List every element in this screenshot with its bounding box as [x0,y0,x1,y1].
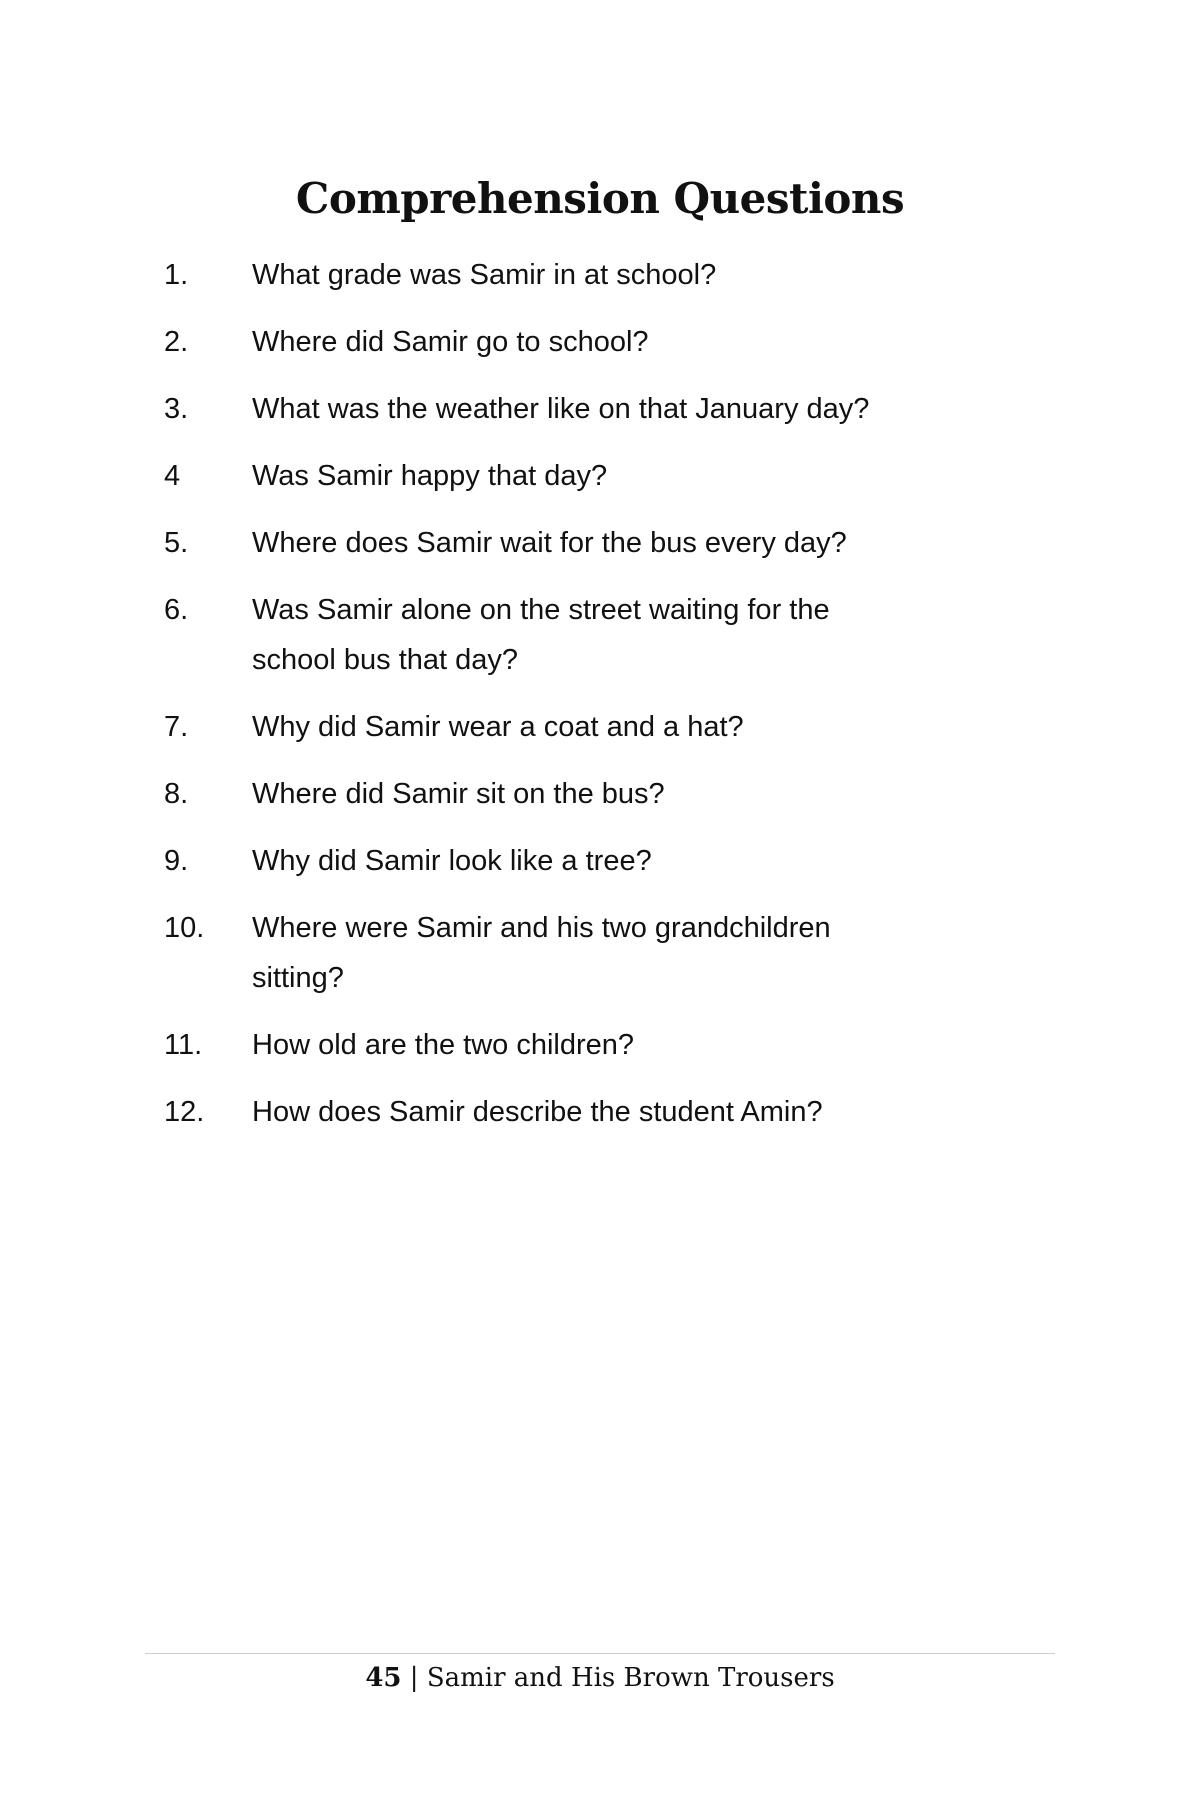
question-item [164,518,924,568]
page-number: 45 [365,1663,402,1693]
question-number: 7. [164,711,189,743]
questions-list [164,250,924,1154]
question-text: Where did Samir sit on the bus? [252,778,665,810]
question-text: Why did Samir look like a tree? [252,845,652,877]
question-number: 5. [164,527,189,559]
question-text: How does Samir describe the student Amin? [252,1096,823,1128]
question-item [164,769,924,819]
question-item [164,903,924,1003]
question-item [164,702,924,752]
question-number: 3. [164,393,189,425]
question-number: 8. [164,778,189,810]
page-title: Comprehension Questions [295,174,905,224]
question-number: 9. [164,845,189,877]
question-number: 1. [164,259,189,291]
question-text: Where were Samir and his two grandchildren sitting? [252,912,831,994]
question-number: 10. [164,912,205,944]
question-text: Was Samir alone on the street waiting for the school bus that day? [252,594,830,676]
question-text: What was the weather like on that January day? [252,393,870,425]
question-item [164,250,924,300]
question-number: 12. [164,1096,205,1128]
book-title: Samir and His Brown Trousers [426,1663,835,1693]
question-number: 4 [164,460,181,492]
question-text: How old are the two children? [252,1029,635,1061]
question-item [164,585,924,685]
question-text: Was Samir happy that day? [252,460,608,492]
footer-separator: | [409,1663,419,1693]
question-item [164,1087,924,1137]
question-item [164,836,924,886]
question-text: Where did Samir go to school? [252,326,649,358]
question-number: 6. [164,594,189,626]
question-text: What grade was Samir in at school? [252,259,717,291]
question-number: 11. [164,1029,203,1061]
question-item [164,1020,924,1070]
question-number: 2. [164,326,189,358]
question-item [164,317,924,367]
question-text: Why did Samir wear a coat and a hat? [252,711,744,743]
page-footer [0,1663,1200,1694]
footer-divider [145,1653,1055,1654]
question-item [164,384,924,434]
question-text: Where does Samir wait for the bus every day? [252,527,847,559]
question-item [164,451,924,501]
